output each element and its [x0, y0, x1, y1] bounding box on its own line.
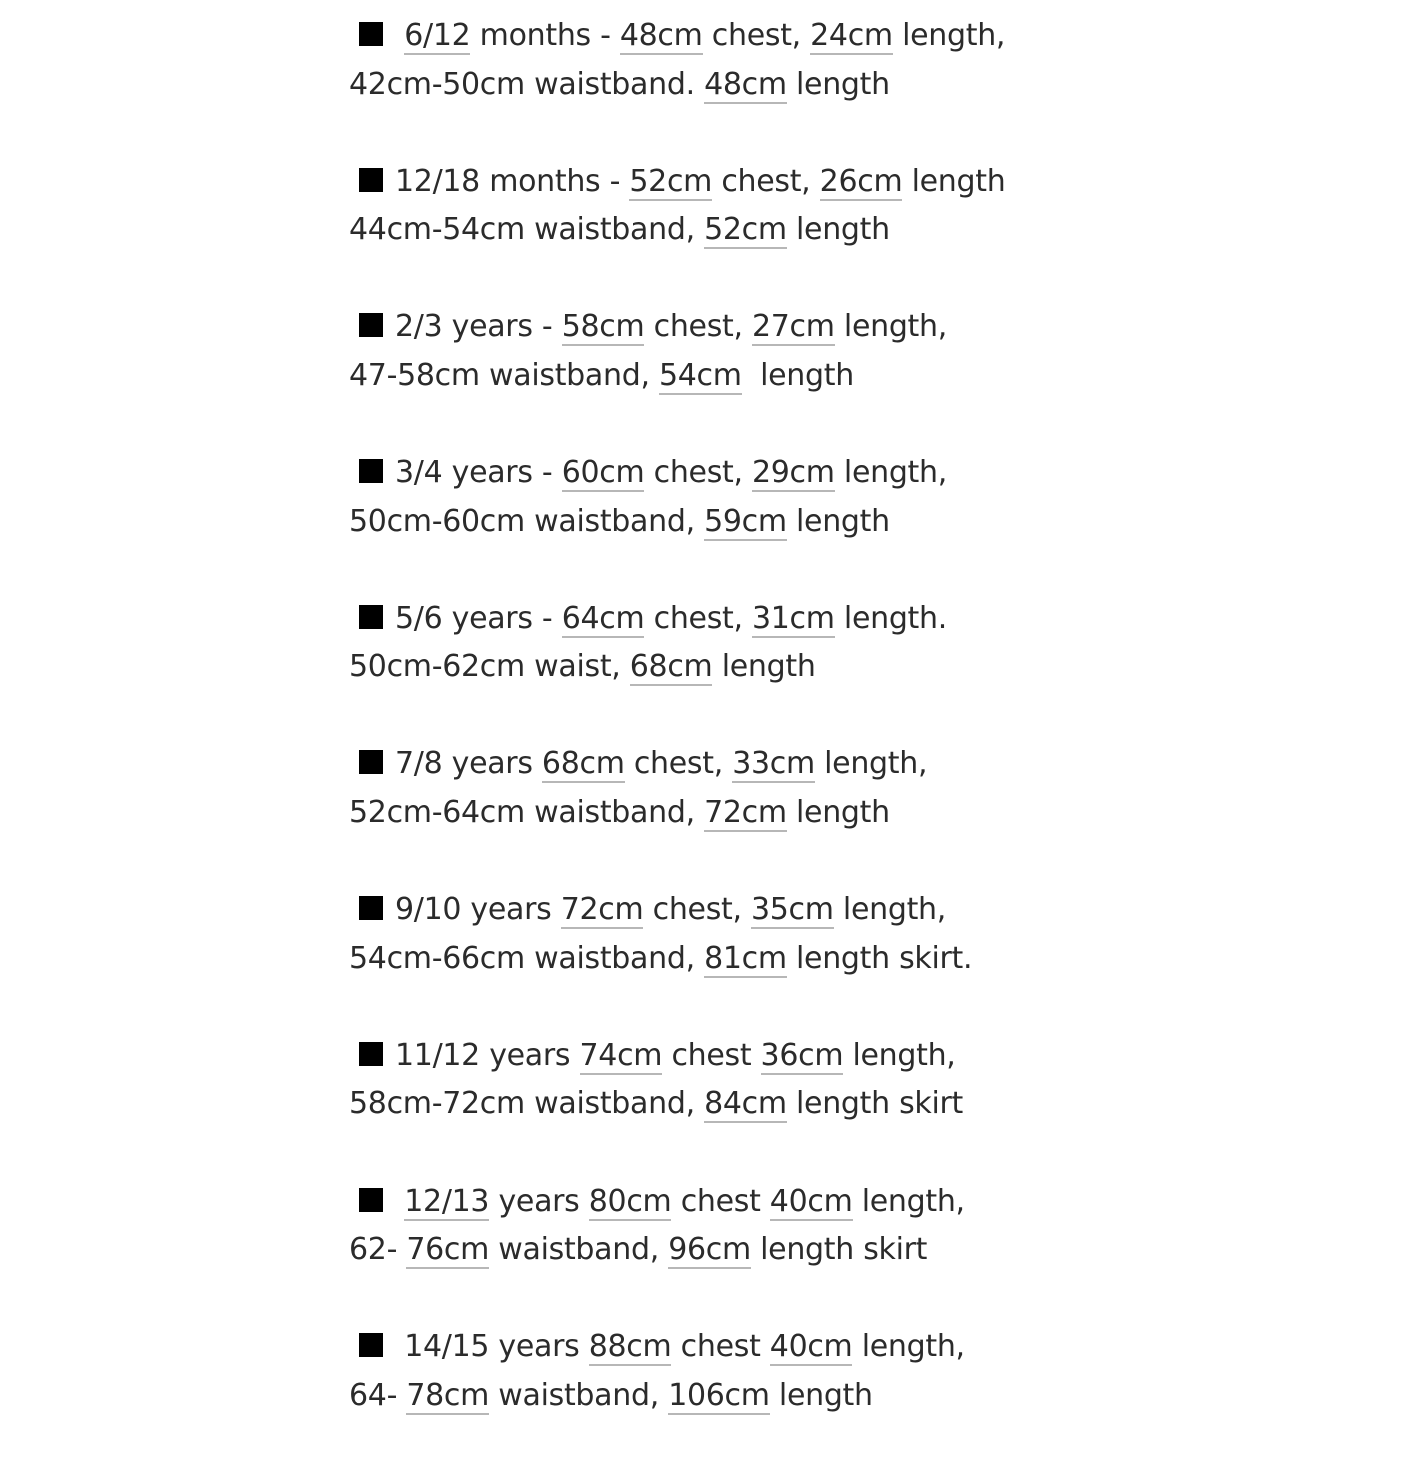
underlined-measurement: 48cm — [619, 18, 703, 53]
text-segment: waistband, — [489, 1232, 669, 1267]
underlined-measurement: 59cm — [704, 503, 787, 539]
text-segment: 50cm-62cm waist, — [349, 649, 630, 685]
text-segment: 14/15 years — [395, 1329, 589, 1365]
underlined-measurement: 72cm — [704, 794, 787, 830]
underlined-measurement: 78cm — [406, 1377, 490, 1413]
size-entry — [349, 12, 1109, 158]
size-entry — [349, 303, 1109, 449]
text-segment: length skirt — [786, 1086, 963, 1122]
text-segment: length — [712, 649, 816, 685]
text-segment: length — [769, 1377, 873, 1413]
underlined-measurement: 36cm — [760, 1037, 844, 1073]
text-segment — [395, 18, 404, 53]
text-segment: 50cm-60cm waistband, — [349, 503, 705, 539]
underlined-measurement: 27cm — [751, 309, 835, 345]
text-segment: chest, — [644, 455, 752, 491]
black-square-icon — [359, 168, 383, 192]
text-segment: length, — [834, 455, 947, 491]
text-segment: chest — [671, 1183, 770, 1219]
text-segment: length, — [833, 892, 946, 928]
size-entry — [349, 886, 1109, 1032]
underlined-measurement: 54cm — [658, 357, 742, 393]
size-entry — [349, 1178, 1109, 1324]
underlined-measurement: 35cm — [750, 892, 834, 928]
size-entry — [349, 1323, 1109, 1469]
text-segment: length — [786, 503, 890, 539]
underlined-measurement: 29cm — [751, 455, 835, 491]
text-segment: 12/18 months - — [395, 163, 630, 199]
text-segment: length — [741, 357, 854, 393]
text-segment: length — [902, 163, 1006, 199]
underlined-measurement: 26cm — [819, 163, 903, 199]
underlined-measurement: 58cm — [561, 309, 645, 345]
text-segment: chest, — [624, 746, 733, 782]
text-segment: chest — [662, 1037, 761, 1073]
underlined-measurement: 52cm — [629, 163, 713, 199]
text-segment: length skirt — [750, 1232, 928, 1267]
size-entry-headline — [349, 449, 1109, 498]
text-segment: 2/3 years - — [395, 309, 562, 345]
underlined-measurement: 52cm — [704, 212, 787, 248]
text-segment: 44cm-54cm waistband, — [349, 212, 705, 248]
text-segment: 5/6 years - — [395, 600, 562, 636]
text-segment: 64- — [349, 1377, 407, 1413]
size-entry-detail — [349, 643, 1109, 692]
size-entry-detail — [349, 1080, 1109, 1129]
underlined-measurement: 80cm — [588, 1183, 672, 1219]
black-square-icon — [359, 605, 383, 629]
size-entry-detail — [349, 498, 1109, 547]
size-entry-headline — [349, 740, 1109, 789]
size-entry-detail — [349, 206, 1109, 255]
size-entry — [349, 740, 1109, 886]
text-segment: waistband, — [489, 1377, 669, 1413]
text-segment: 62- — [349, 1232, 407, 1267]
size-entry — [349, 158, 1109, 304]
underlined-measurement: 74cm — [579, 1037, 663, 1073]
black-square-icon — [359, 1042, 383, 1066]
text-segment: 54cm-66cm waistband, — [349, 940, 705, 976]
text-segment: length, — [852, 1329, 965, 1365]
black-square-icon — [359, 896, 383, 920]
size-entry-detail — [349, 352, 1109, 401]
size-entry-detail — [349, 789, 1109, 838]
size-entry-detail — [349, 61, 1109, 110]
black-square-icon — [359, 313, 383, 337]
size-entry — [349, 595, 1109, 741]
text-segment: 11/12 years — [395, 1037, 580, 1073]
underlined-measurement: 64cm — [561, 600, 645, 636]
size-entry-headline — [349, 303, 1109, 352]
text-segment: length, — [843, 1037, 956, 1073]
black-square-icon — [359, 1333, 383, 1357]
black-square-icon — [359, 459, 383, 483]
underlined-measurement: 60cm — [561, 455, 645, 491]
text-segment: 52cm-64cm waistband, — [349, 794, 705, 830]
text-segment: months - — [470, 18, 620, 53]
size-entry-headline — [349, 1032, 1109, 1081]
underlined-measurement: 76cm — [406, 1232, 490, 1267]
size-entry-headline — [349, 595, 1109, 644]
size-entry-headline — [349, 158, 1109, 207]
size-entry-detail — [349, 1372, 1109, 1421]
text-segment: 3/4 years - — [395, 455, 562, 491]
underlined-measurement: 96cm — [668, 1232, 751, 1267]
size-entry-headline — [349, 1178, 1109, 1227]
underlined-measurement: 68cm — [541, 746, 625, 782]
black-square-icon — [359, 22, 383, 46]
size-entry-headline — [349, 1323, 1109, 1372]
size-entry — [349, 1032, 1109, 1178]
text-segment: length. — [834, 600, 947, 636]
text-segment: length — [786, 794, 890, 830]
underlined-measurement: 12/13 — [404, 1183, 490, 1219]
text-segment: 58cm-72cm waistband, — [349, 1086, 705, 1122]
text-segment: chest, — [712, 163, 820, 199]
underlined-measurement: 40cm — [769, 1183, 853, 1219]
text-segment: 42cm-50cm waistband. — [349, 66, 705, 102]
size-entry — [349, 449, 1109, 595]
text-segment: chest, — [644, 309, 752, 345]
text-segment: length — [786, 212, 890, 248]
black-square-icon — [359, 750, 383, 774]
size-entry-headline — [349, 886, 1109, 935]
underlined-measurement: 84cm — [704, 1086, 787, 1122]
underlined-measurement: 31cm — [751, 600, 835, 636]
underlined-measurement: 40cm — [769, 1329, 853, 1365]
text-segment: length, — [834, 309, 947, 345]
text-segment: chest, — [702, 18, 811, 53]
text-segment: chest, — [644, 600, 752, 636]
underlined-measurement: 106cm — [668, 1377, 770, 1413]
size-entry-detail — [349, 935, 1109, 984]
underlined-measurement: 48cm — [704, 66, 787, 102]
text-segment: length — [786, 66, 890, 102]
underlined-measurement: 88cm — [588, 1329, 672, 1365]
text-segment: 7/8 years — [395, 746, 542, 782]
text-segment: length skirt. — [786, 940, 973, 976]
text-segment — [395, 1184, 404, 1219]
text-segment: length, — [892, 18, 1006, 53]
text-segment: length, — [814, 746, 928, 782]
text-segment: chest, — [643, 892, 751, 928]
text-segment: 9/10 years — [395, 892, 561, 928]
underlined-measurement: 72cm — [560, 892, 644, 928]
size-entry-detail — [349, 1226, 1109, 1275]
text-segment: 47-58cm waistband, — [349, 357, 659, 393]
size-entry-headline — [349, 12, 1109, 61]
text-segment: length, — [852, 1183, 965, 1219]
size-chart-list — [349, 12, 1109, 1469]
underlined-measurement: 68cm — [629, 649, 713, 685]
text-segment: years — [489, 1183, 589, 1219]
underlined-measurement: 81cm — [704, 940, 787, 976]
underlined-measurement: 33cm — [732, 746, 815, 782]
text-segment: chest — [671, 1329, 770, 1365]
underlined-measurement: 6/12 — [404, 18, 471, 53]
underlined-measurement: 24cm — [810, 18, 893, 53]
black-square-icon — [359, 1188, 383, 1212]
